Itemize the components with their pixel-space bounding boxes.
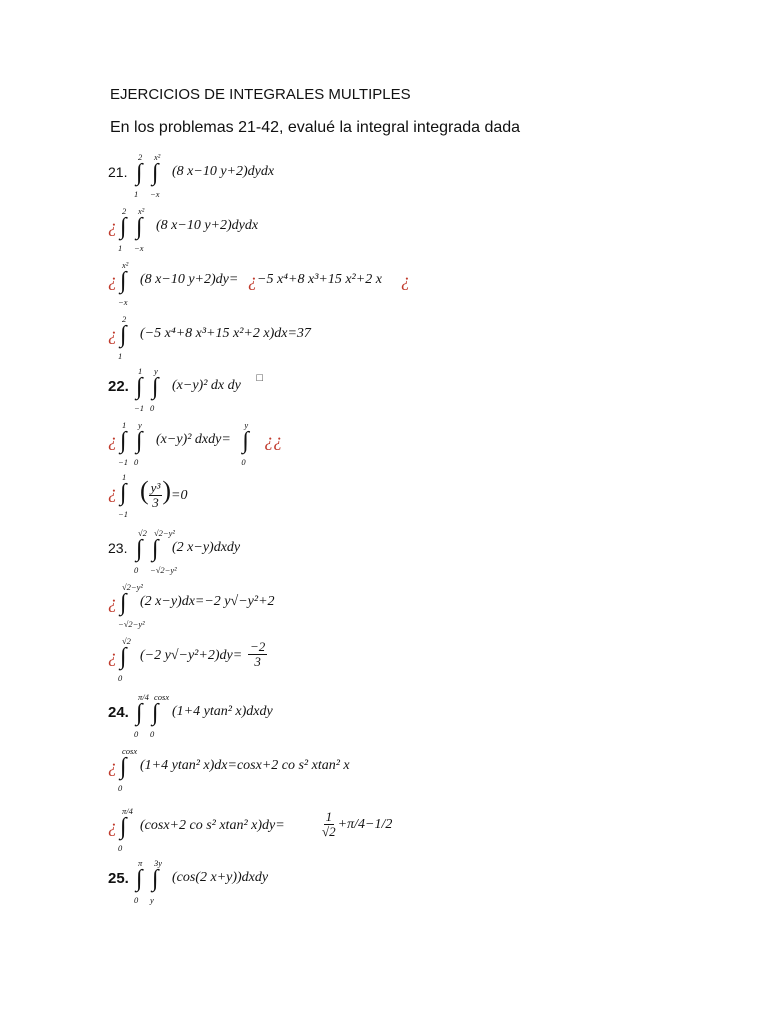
inverted-question-mark: ¿ xyxy=(108,756,117,776)
upper-limit: √2 xyxy=(122,636,131,646)
lower-limit: −x xyxy=(150,189,160,199)
integral-sign: ∫ xyxy=(120,480,127,506)
inverted-question-mark: ¿ xyxy=(401,270,410,290)
lower-limit: −x xyxy=(118,297,128,307)
upper-limit: 2 xyxy=(138,152,143,162)
upper-limit: 1 xyxy=(122,420,127,430)
fraction xyxy=(149,481,163,511)
fraction-group xyxy=(320,810,392,840)
integral-sign: ∫ xyxy=(136,866,143,892)
close-paren: ) xyxy=(162,476,172,505)
integral-sign: ∫ xyxy=(152,374,159,400)
fraction-denominator: 3 xyxy=(152,495,159,511)
upper-limit: 2 xyxy=(122,314,127,324)
fraction-denominator: 3 xyxy=(254,654,261,670)
lower-limit: −1 xyxy=(118,509,128,519)
missing-glyph-box: □ xyxy=(256,372,264,384)
fraction xyxy=(248,640,267,670)
integrand: (−2 y√−y²+2)dy= xyxy=(140,648,243,663)
fraction-group xyxy=(140,476,187,511)
integrand: (1+4 ytan² x)dxdy xyxy=(172,704,273,719)
inverted-question-mark: ¿ xyxy=(108,646,117,666)
upper-limit: √2−y² xyxy=(154,528,175,538)
upper-limit: 1 xyxy=(122,472,127,482)
lower-limit: −√2−y² xyxy=(150,565,177,575)
integrand: (cosx+2 co s² xtan² x)dy= xyxy=(140,818,285,833)
integrand: (2 x−y)dxdy xyxy=(172,540,241,555)
result-value: =0 xyxy=(171,487,188,503)
fraction-denominator: √2 xyxy=(322,824,336,840)
integral-sign: ∫ xyxy=(152,160,159,186)
upper-limit: x² xyxy=(154,152,161,162)
integral-sign: ∫ xyxy=(152,700,159,726)
integrand: (2 x−y)dx=−2 y√−y²+2 xyxy=(140,594,275,609)
exercise-number: 21. xyxy=(108,164,128,180)
lower-limit: 0 xyxy=(118,673,123,683)
integrand: (x−y)² dxdy= xyxy=(156,432,231,447)
integral-sign: ∫ xyxy=(120,322,127,348)
fraction-numerator: y³ xyxy=(150,479,161,495)
upper-limit: y xyxy=(154,366,158,376)
integral-sign: ∫ xyxy=(120,814,127,840)
lower-limit: −x xyxy=(134,243,144,253)
lower-limit: 0 xyxy=(150,403,155,413)
integral-sign: ∫ xyxy=(120,268,127,294)
integral-sign: ∫ xyxy=(136,700,143,726)
upper-limit: 2 xyxy=(122,206,127,216)
upper-limit: √2 xyxy=(138,528,147,538)
integral-sign: ∫ xyxy=(136,214,143,240)
lower-limit: 0 xyxy=(118,783,123,793)
integrand: (8 x−10 y+2)dydx xyxy=(172,164,275,179)
integrand: (x−y)² dx dy xyxy=(172,378,241,393)
integral-sign: ∫ xyxy=(120,428,127,454)
lower-limit: 0 xyxy=(134,457,139,467)
lower-limit: −√2−y² xyxy=(118,619,145,629)
lower-limit: 1 xyxy=(134,189,139,199)
upper-limit: cosx xyxy=(122,746,138,756)
upper-limit: π/4 xyxy=(138,692,149,702)
integral-sign: ∫ xyxy=(242,428,249,454)
upper-limit: x² xyxy=(122,260,129,270)
fraction xyxy=(320,810,338,840)
lower-limit: 0 xyxy=(241,457,246,467)
instructions: En los problemas 21-42, evalué la integral integrada dada xyxy=(110,119,521,136)
open-paren: ( xyxy=(140,476,149,505)
integrand: (−5 x⁴+8 x³+15 x²+2 x)dx=37 xyxy=(140,326,311,341)
inverted-question-mark: ¿ xyxy=(108,324,117,344)
exercise-number: 25. xyxy=(108,870,129,887)
integral-sign: ∫ xyxy=(120,754,127,780)
result-expression: −5 x⁴+8 x³+15 x²+2 x xyxy=(257,272,382,287)
integral-sign: ∫ xyxy=(120,590,127,616)
upper-limit: x² xyxy=(138,206,145,216)
upper-limit: y xyxy=(138,420,142,430)
upper-limit: π xyxy=(138,858,143,868)
inverted-question-mark: ¿¿ xyxy=(264,430,283,450)
inverted-question-mark: ¿ xyxy=(108,592,117,612)
lower-limit: 1 xyxy=(118,243,123,253)
integral-sign: ∫ xyxy=(152,536,159,562)
inverted-question-mark: ¿ xyxy=(108,216,117,236)
integral-sign: ∫ xyxy=(136,428,143,454)
inverted-question-mark: ¿ xyxy=(108,482,117,502)
upper-limit: π/4 xyxy=(122,806,133,816)
integral-sign: ∫ xyxy=(136,160,143,186)
upper-limit: y xyxy=(244,420,249,430)
inverted-question-mark: ¿ xyxy=(108,816,117,836)
lower-limit: 0 xyxy=(118,843,123,853)
integral-sign: ∫ xyxy=(120,644,127,670)
upper-limit: 3y xyxy=(154,858,163,868)
integral-sign: ∫ xyxy=(136,536,143,562)
fraction-numerator: 1 xyxy=(325,809,333,824)
integrand: (cos(2 x+y))dxdy xyxy=(172,870,269,885)
fraction-group xyxy=(248,640,267,670)
upper-limit: √2−y² xyxy=(122,582,143,592)
exercise-number: 24. xyxy=(108,704,129,721)
fraction-numerator: −2 xyxy=(250,639,266,654)
integrand: (8 x−10 y+2)dydx xyxy=(156,218,259,233)
integral-sign: ∫ xyxy=(152,866,159,892)
lower-limit: −1 xyxy=(134,403,144,413)
lower-limit: y xyxy=(150,895,154,905)
integral-sign: ∫ xyxy=(120,214,127,240)
lower-limit: −1 xyxy=(118,457,128,467)
lower-limit: 0 xyxy=(134,729,139,739)
inverted-question-mark: ¿ xyxy=(108,270,117,290)
exercise-number: 23. xyxy=(108,540,128,556)
upper-limit: 1 xyxy=(138,366,143,376)
upper-limit: cosx xyxy=(154,692,170,702)
exercise-number: 22. xyxy=(108,378,129,395)
result-value: +π/4−1/2 xyxy=(337,816,393,832)
inverted-question-mark: ¿ xyxy=(108,430,117,450)
lower-limit: 0 xyxy=(134,565,139,575)
lower-limit: 0 xyxy=(134,895,139,905)
document-title: EJERCICIOS DE INTEGRALES MULTIPLES xyxy=(110,86,411,103)
integral-sign: ∫ xyxy=(136,374,143,400)
lower-limit: 1 xyxy=(118,351,123,361)
integrand: (8 x−10 y+2)dy= xyxy=(140,272,239,287)
lower-limit: 0 xyxy=(150,729,155,739)
inverted-question-mark: ¿ xyxy=(248,270,257,290)
integrand: (1+4 ytan² x)dx=cosx+2 co s² xtan² x xyxy=(140,758,350,773)
